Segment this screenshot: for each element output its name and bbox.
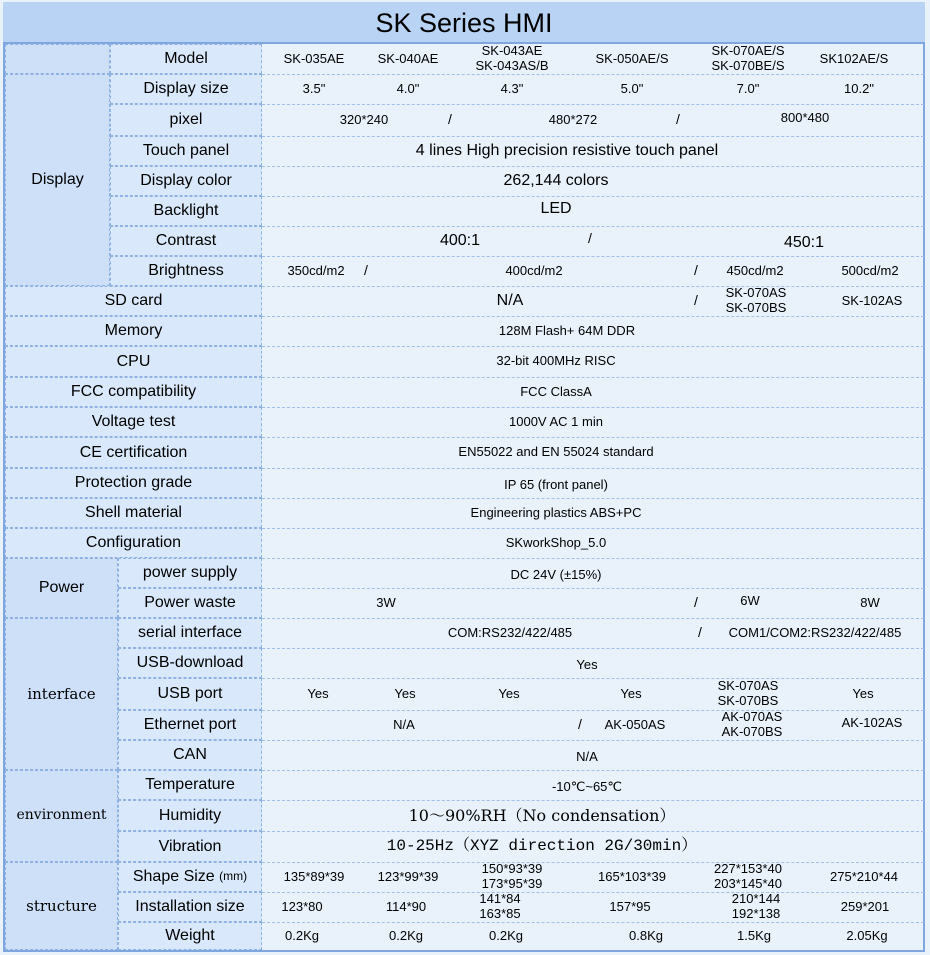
- touch-panel-value: 4 lines High precision resistive touch panel: [415, 142, 719, 160]
- shape-size-cell: 227*153*40 203*145*40: [714, 861, 782, 891]
- label-brightness: Brightness: [110, 256, 262, 286]
- serial-a: COM:RS232/422/485: [447, 624, 573, 640]
- installation-cell: 210*144 192*138: [731, 891, 781, 921]
- label-shape-size-unit: (mm): [219, 869, 248, 884]
- display-size-cell: 4.0": [396, 80, 420, 96]
- display-size-cell: 7.0": [736, 80, 760, 96]
- label-voltage-test: Voltage test: [5, 407, 262, 437]
- fcc-value: FCC ClassA: [520, 383, 592, 399]
- power-supply-value: DC 24V (±15%): [510, 566, 602, 582]
- shape-size-cell: 123*99*39: [377, 868, 439, 884]
- ethernet-a: N/A: [393, 716, 415, 732]
- label-shape-size: [118, 862, 262, 892]
- ethernet-d: AK-102AS: [841, 714, 903, 730]
- weight-cell: 0.2Kg: [285, 927, 319, 943]
- model-cell: SK-070AE/S SK-070BE/S: [711, 43, 785, 73]
- brightness-sep: /: [694, 262, 698, 279]
- brightness-b: 400cd/m2: [505, 262, 563, 278]
- label-contrast: Contrast: [110, 226, 262, 256]
- label-vibration: Vibration: [118, 831, 262, 862]
- label-display-color: Display color: [110, 166, 262, 196]
- shape-size-cell: 275*210*44: [830, 868, 898, 884]
- label-protection: Protection grade: [5, 468, 262, 498]
- model-cell: SK-050AE/S: [595, 50, 669, 66]
- sd-card-sep: /: [694, 292, 698, 309]
- usb-port-cell: Yes: [852, 685, 874, 701]
- weight-cell: 0.2Kg: [389, 927, 423, 943]
- label-serial: serial interface: [118, 618, 262, 648]
- display-size-cell: 4.3": [500, 80, 524, 96]
- label-can: CAN: [118, 740, 262, 770]
- label-display-size: Display size: [110, 74, 262, 104]
- weight-cell: 0.2Kg: [489, 927, 523, 943]
- contrast-b: 450:1: [783, 234, 825, 252]
- label-temperature: Temperature: [118, 770, 262, 800]
- pixel-c: 800*480: [780, 109, 830, 125]
- vibration-value: 10-25Hz（XYZ direction 2G/30min）: [386, 836, 698, 855]
- installation-cell: 123*80: [281, 898, 323, 914]
- contrast-sep: /: [588, 230, 592, 247]
- model-cell: SK102AE/S: [819, 50, 889, 66]
- pixel-b: 480*272: [548, 111, 598, 127]
- label-cpu: CPU: [5, 346, 262, 377]
- model-cell: SK-043AE SK-043AS/B: [475, 43, 549, 73]
- pixel-sep: /: [676, 111, 680, 128]
- weight-cell: 2.05Kg: [846, 927, 888, 943]
- group-environment: environment: [5, 770, 118, 862]
- humidity-value: 10～90%RH（No condensation）: [408, 805, 676, 825]
- table-title: SK Series HMI: [3, 2, 925, 44]
- group-structure: structure: [5, 862, 118, 950]
- display-size-cell: 3.5": [302, 80, 326, 96]
- label-backlight: Backlight: [110, 196, 262, 226]
- label-ce: CE certification: [5, 437, 262, 468]
- label-shell: Shell material: [5, 498, 262, 528]
- sd-card-c: SK-102AS: [841, 292, 903, 308]
- ethernet-c: AK-070AS AK-070BS: [721, 709, 783, 739]
- pixel-sep: /: [448, 111, 452, 128]
- brightness-c: 450cd/m2: [726, 262, 784, 278]
- ethernet-b: AK-050AS: [604, 716, 666, 732]
- brightness-d: 500cd/m2: [841, 262, 899, 278]
- label-weight: Weight: [118, 922, 262, 950]
- label-pixel: pixel: [110, 104, 262, 136]
- weight-cell: 0.8Kg: [629, 927, 663, 943]
- group-interface: interface: [5, 618, 118, 770]
- shape-size-cell: 165*103*39: [598, 868, 666, 884]
- memory-value: 128M Flash+ 64M DDR: [498, 322, 636, 338]
- group-power: Power: [5, 558, 118, 618]
- voltage-test-value: 1000V AC 1 min: [509, 413, 603, 429]
- weight-cell: 1.5Kg: [737, 927, 771, 943]
- group-display: Display: [5, 74, 110, 286]
- display-size-cell: 10.2": [844, 80, 874, 96]
- installation-cell: 259*201: [840, 898, 890, 914]
- contrast-a: 400:1: [439, 232, 481, 250]
- brightness-sep: /: [364, 262, 368, 279]
- model-cell: SK-040AE: [377, 50, 439, 66]
- temperature-value: -10℃~65℃: [551, 778, 623, 794]
- serial-sep: /: [698, 624, 702, 641]
- label-configuration: Configuration: [5, 528, 262, 558]
- label-installation: Installation size: [118, 892, 262, 922]
- installation-cell: 157*95: [609, 898, 651, 914]
- label-memory: Memory: [5, 316, 262, 346]
- label-usb-port: USB port: [118, 678, 262, 710]
- usb-port-cell: SK-070AS SK-070BS: [717, 678, 779, 708]
- shell-value: Engineering plastics ABS+PC: [470, 504, 642, 520]
- label-sd-card: SD card: [5, 286, 262, 316]
- label-model: Model: [110, 44, 262, 74]
- can-value: N/A: [576, 748, 598, 764]
- label-ethernet: Ethernet port: [118, 710, 262, 740]
- shape-size-cell: 135*89*39: [283, 868, 345, 884]
- sd-card-b: SK-070AS SK-070BS: [725, 285, 787, 315]
- ethernet-sep: /: [578, 716, 582, 733]
- installation-cell: 141*84 163*85: [479, 891, 521, 921]
- usb-download-value: Yes: [576, 656, 598, 672]
- brightness-a: 350cd/m2: [287, 262, 345, 278]
- label-usb-download: USB-download: [118, 648, 262, 678]
- power-waste-c: 8W: [860, 594, 880, 610]
- configuration-value: SKworkShop_5.0: [505, 534, 607, 550]
- label-humidity: Humidity: [118, 800, 262, 831]
- ce-value: EN55022 and EN 55024 standard: [458, 444, 654, 460]
- label-power-supply: power supply: [118, 558, 262, 588]
- backlight-value: LED: [540, 200, 572, 218]
- power-waste-b: 6W: [740, 592, 760, 608]
- label-touch-panel: Touch panel: [110, 136, 262, 166]
- display-color-value: 262,144 colors: [503, 172, 609, 190]
- pixel-a: 320*240: [339, 111, 389, 127]
- sd-card-a: N/A: [496, 292, 524, 310]
- protection-value: IP 65 (front panel): [504, 476, 608, 492]
- group-blank-model: [5, 44, 110, 74]
- usb-port-cell: Yes: [394, 685, 416, 701]
- power-waste-a: 3W: [376, 594, 396, 610]
- power-waste-sep: /: [694, 594, 698, 611]
- label-fcc: FCC compatibility: [5, 377, 262, 407]
- label-shape-size-text: Shape Size: [132, 868, 215, 886]
- usb-port-cell: Yes: [620, 685, 642, 701]
- display-size-cell: 5.0": [620, 80, 644, 96]
- model-cell: SK-035AE: [283, 50, 345, 66]
- cpu-value: 32-bit 400MHz RISC: [496, 353, 616, 369]
- label-power-waste: Power waste: [118, 588, 262, 618]
- shape-size-cell: 150*93*39 173*95*39: [481, 861, 543, 891]
- installation-cell: 114*90: [385, 898, 427, 914]
- serial-b: COM1/COM2:RS232/422/485: [728, 624, 902, 640]
- usb-port-cell: Yes: [498, 685, 520, 701]
- usb-port-cell: Yes: [307, 685, 329, 701]
